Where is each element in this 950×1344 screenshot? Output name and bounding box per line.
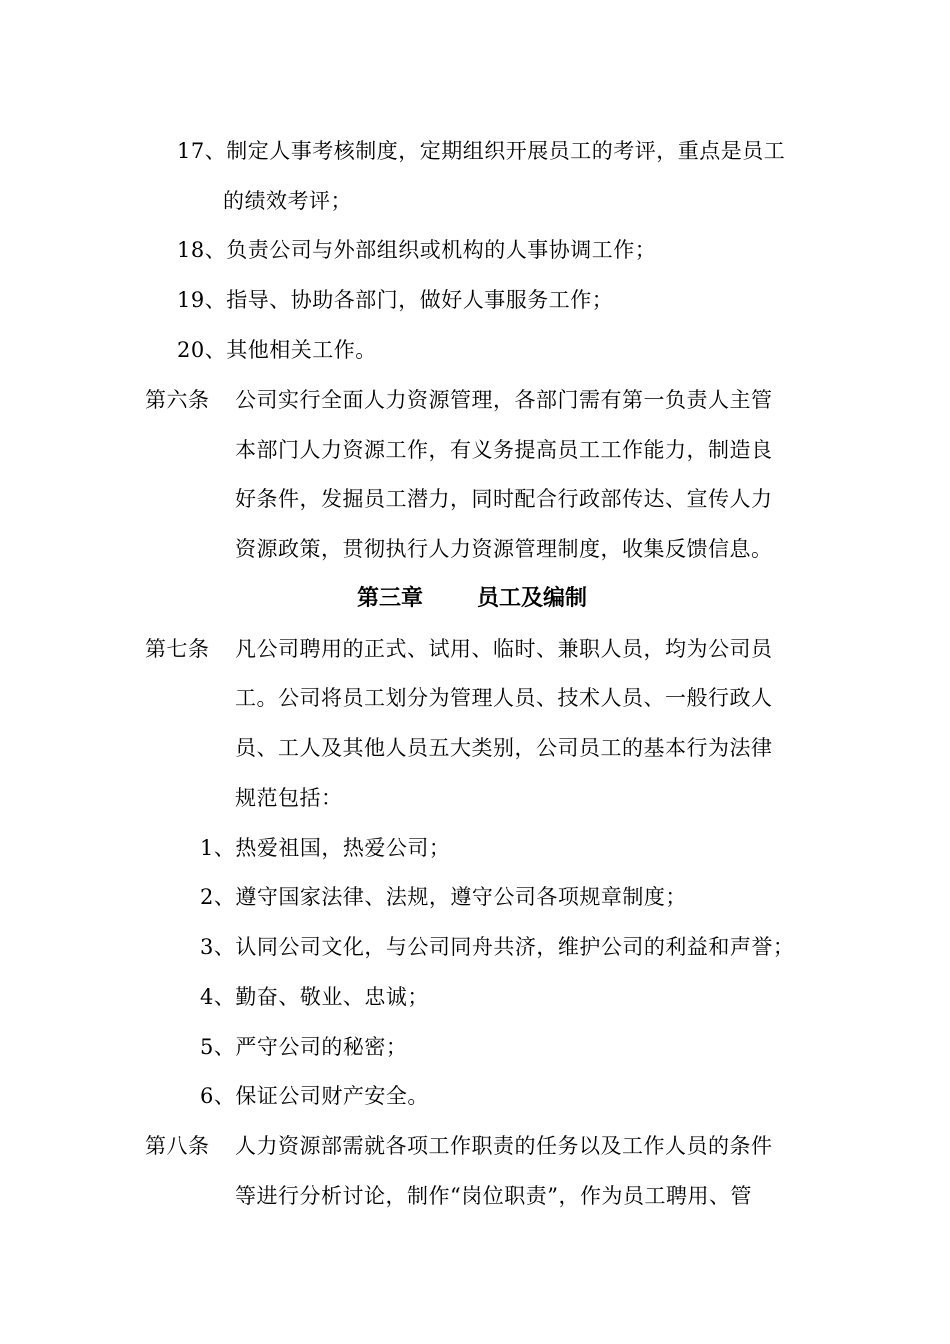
list-item-20: 20、其他相关工作。 — [177, 338, 377, 362]
list-item-17-line2: 的绩效考评； — [223, 189, 352, 213]
article-8-line1: 人力资源部需就各项工作职责的任务以及工作人员的条件 — [235, 1134, 773, 1158]
list-item-5: 5、严守公司的秘密； — [200, 1035, 408, 1059]
article-7-line4: 规范包括： — [235, 786, 343, 810]
article-7-line2: 工。公司将员工划分为管理人员、技术人员、一般行政人 — [235, 686, 773, 710]
list-item-3: 3、认同公司文化，与公司同舟共济，维护公司的利益和声誉； — [200, 935, 795, 959]
article-7-line3: 员、工人及其他人员五大类别，公司员工的基本行为法律 — [235, 736, 773, 760]
article-6-line3: 好条件，发掘员工潜力，同时配合行政部传达、宣传人力 — [235, 487, 773, 511]
list-item-2: 2、遵守国家法律、法规，遵守公司各项规章制度； — [200, 885, 687, 909]
list-item-19: 19、指导、协助各部门，做好人事服务工作； — [177, 288, 614, 312]
list-item-6: 6、保证公司财产安全。 — [200, 1084, 429, 1108]
article-7-label: 第七条 — [145, 637, 210, 661]
chapter-number: 第三章 — [357, 586, 424, 611]
list-item-1: 1、热爱祖国，热爱公司； — [200, 836, 451, 860]
article-6-line1: 公司实行全面人力资源管理，各部门需有第一负责人主管 — [235, 388, 773, 412]
article-6-line2: 本部门人力资源工作，有义务提高员工工作能力，制造良 — [235, 438, 773, 462]
list-item-17-line1: 17、制定人事考核制度，定期组织开展员工的考评，重点是员工 — [177, 139, 786, 163]
list-item-4: 4、勤奋、敬业、忠诚； — [200, 985, 429, 1009]
chapter-title: 员工及编制 — [477, 586, 588, 611]
article-6-line4: 资源政策，贯彻执行人力资源管理制度，收集反馈信息。 — [235, 537, 773, 561]
article-6-label: 第六条 — [145, 388, 210, 412]
article-7-line1: 凡公司聘用的正式、试用、临时、兼职人员，均为公司员 — [235, 637, 773, 661]
article-8-label: 第八条 — [145, 1134, 210, 1158]
list-item-18: 18、负责公司与外部组织或机构的人事协调工作； — [177, 238, 657, 262]
article-8-line2: 等进行分析讨论，制作“岗位职责”，作为员工聘用、管 — [235, 1184, 752, 1208]
